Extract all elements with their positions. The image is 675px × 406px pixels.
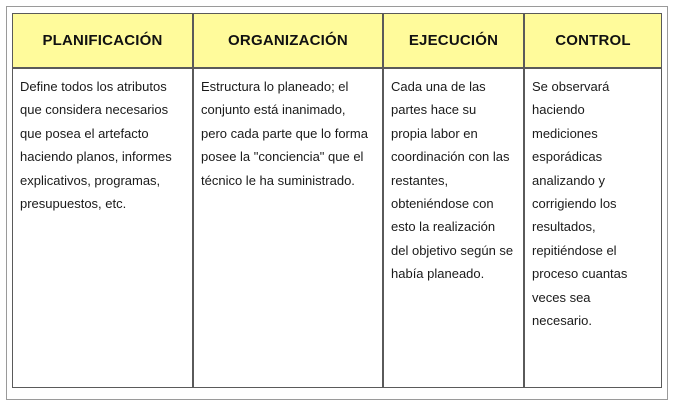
cell-ejecucion [383,68,524,388]
cell-planificacion [12,68,193,388]
ejecucion-text: Cada una de las partes hace su propia labor en coordinación con las restantes, obteniéndose con esto la realización del objetivo según se había planeado. [391,79,514,282]
header-ejecucion: EJECUCIÓN [383,13,524,68]
cell-control [524,68,662,388]
table-row [12,68,662,388]
header-planificacion: PLANIFICACIÓN [12,13,193,68]
control-text: Se observará haciendo mediciones esporádicas analizando y corrigiendo los resultados, repitiéndose el proceso cuantas veces sea necesario. [532,79,628,329]
header-control: CONTROL [524,13,662,68]
process-table [12,13,662,388]
table-body [12,68,662,388]
cell-organizacion [193,68,383,388]
table-header [12,13,662,68]
header-row [12,13,662,68]
planificacion-text: Define todos los atributos que considera necesarios que posea el artefacto haciendo planos, informes explicativos, programas, presupuestos, etc. [20,79,172,212]
header-organizacion: ORGANIZACIÓN [193,13,383,68]
organizacion-text: Estructura lo planeado; el conjunto está inanimado, pero cada parte que lo forma posee la "conciencia" que el técnico le ha suministrado. [201,79,368,188]
